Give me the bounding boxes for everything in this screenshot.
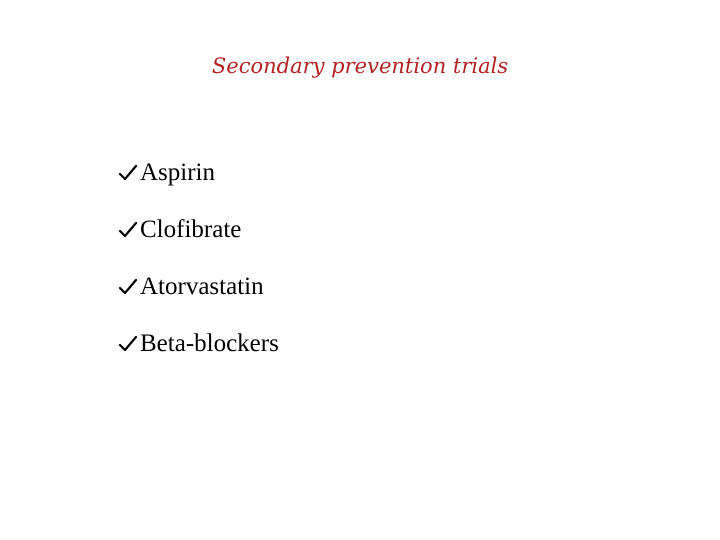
check-icon <box>118 220 138 240</box>
bullet-label: Beta-blockers <box>140 329 279 357</box>
check-icon <box>118 334 138 354</box>
check-icon <box>118 277 138 297</box>
bullet-label: Atorvastatin <box>140 272 264 300</box>
list-item <box>118 315 279 372</box>
list-item <box>118 201 279 258</box>
list-item <box>118 258 279 315</box>
slide-title: Secondary prevention trials <box>211 54 509 78</box>
bullet-label: Aspirin <box>140 158 215 186</box>
list-item <box>118 144 279 201</box>
bullet-label: Clofibrate <box>140 215 242 243</box>
check-icon <box>118 163 138 183</box>
bullet-list <box>118 144 279 372</box>
